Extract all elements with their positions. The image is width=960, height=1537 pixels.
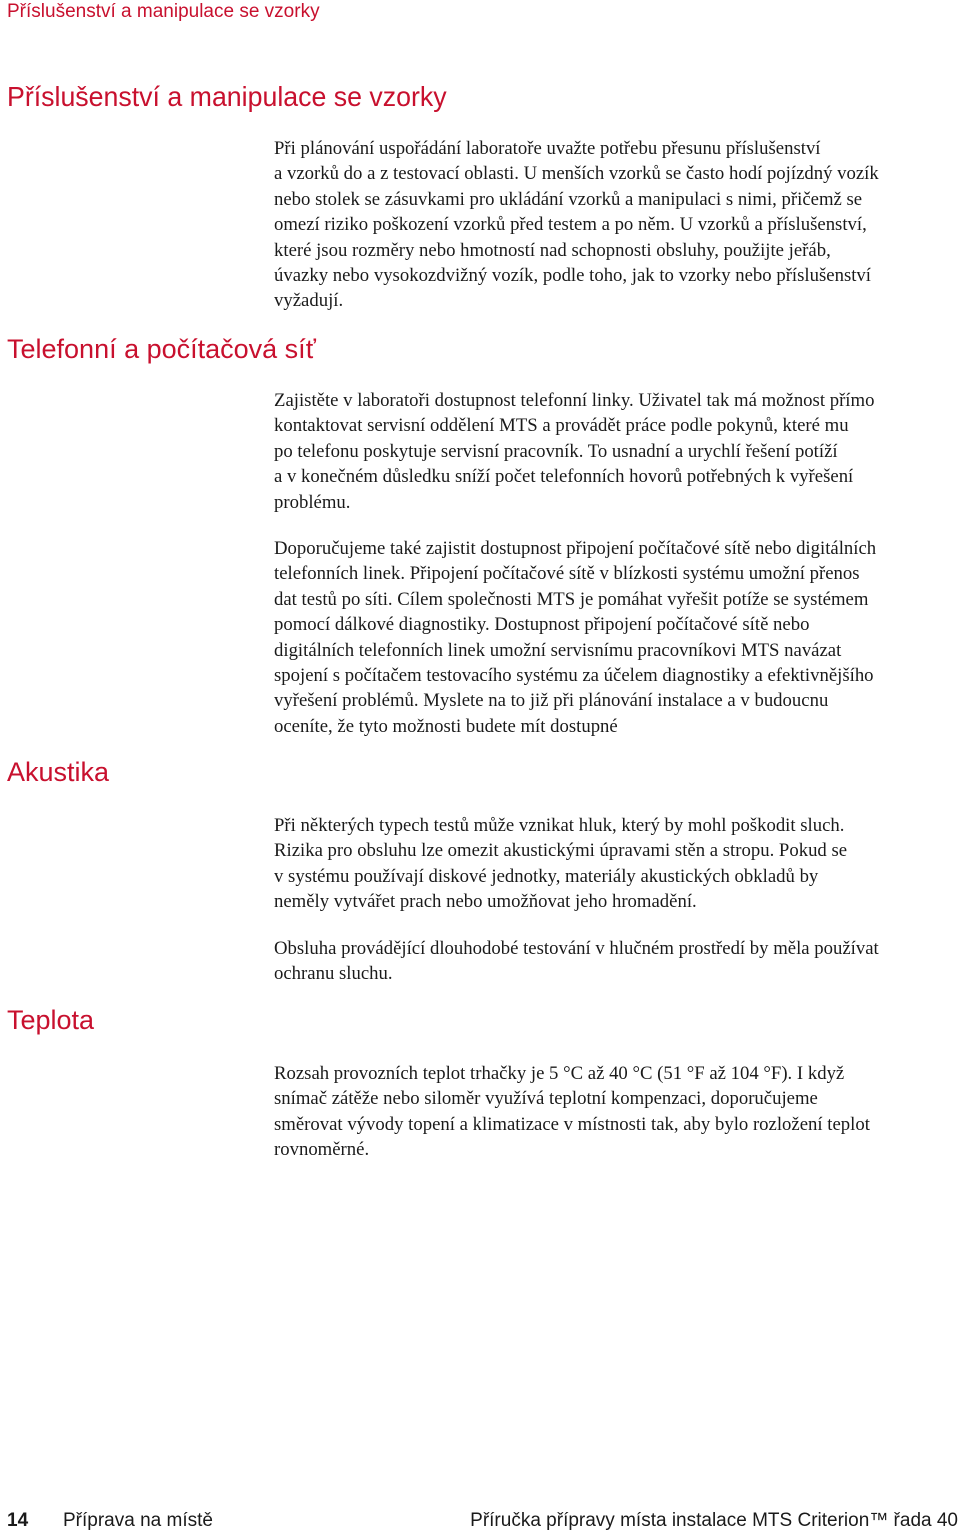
text-line: neměly vytvářet prach nebo umožňovat jeho hromadění. — [274, 891, 697, 913]
section-title-akustika: Akustika — [7, 757, 110, 787]
paragraph-telefonni-linka — [274, 388, 960, 515]
footer-document-title: Příručka přípravy místa instalace MTS Criterion™ řada 40 — [470, 1510, 958, 1531]
text-line: vyžadují. — [274, 290, 344, 312]
paragraph-pocitacova-sit — [274, 536, 960, 739]
text-line: dat testů po síti. Cílem společnosti MTS je pomáhat vyřešit potíže se systémem — [274, 588, 869, 610]
text-line: omezí riziko poškození vzorků před testem a po něm. U vzorků a příslušenství, — [274, 214, 867, 236]
text-line: Zajistěte v laboratoři dostupnost telefonní linky. Uživatel tak má možnost přímo — [274, 390, 875, 411]
paragraph-prislusenstvi — [274, 136, 960, 314]
text-line: nebo stolek se zásuvkami pro ukládání vzorků a manipulaci s nimi, přičemž se — [274, 188, 863, 210]
text-line: které jsou rozměry nebo hmotností nad schopnosti obsluhy, použijte jeřáb, — [274, 239, 831, 261]
text-line: a v konečném důsledku sníží počet telefonních hovorů potřebných k vyřešení — [274, 466, 854, 488]
paragraph-teplota — [274, 1061, 960, 1163]
text-line: snímač zátěže nebo siloměr využívá teplotní kompenzaci, doporučujeme — [274, 1088, 818, 1110]
text-line: v systému používají diskové jednotky, materiály akustických obkladů by — [274, 865, 819, 887]
text-line: po telefonu poskytuje servisní pracovník. To usnadní a urychlí řešení potíží — [274, 440, 838, 462]
section-title-telefonni-sit: Telefonní a počítačová síť — [7, 334, 316, 364]
text-line: telefonních linek. Připojení počítačové sítě v blízkosti systému umožní přenos — [274, 563, 860, 585]
text-line: vyřešení problémů. Myslete na to již při plánování instalace a v budoucnu — [274, 690, 829, 712]
text-line: směrovat vývody topení a klimatizace v místnosti tak, aby bylo rozložení teplot — [274, 1113, 870, 1135]
page-number: 14 — [7, 1510, 29, 1531]
text-line: pomocí dálkové diagnostiky. Dostupnost připojení počítačové sítě nebo — [274, 614, 810, 636]
text-line: úvazky nebo vysokozdvižný vozík, podle toho, jak to vzorky nebo příslušenství — [274, 265, 872, 287]
text-line: ochranu sluchu. — [274, 963, 393, 985]
paragraph-akustika-hluk — [274, 813, 960, 915]
page-footer — [0, 1510, 960, 1537]
section-title-prislusenstvi: Příslušenství a manipulace se vzorky — [7, 81, 447, 112]
section-title-teplota: Teplota — [7, 1005, 95, 1035]
text-line: Doporučujeme také zajistit dostupnost připojení počítačové sítě nebo digitálních — [274, 538, 877, 559]
text-line: kontaktovat servisní oddělení MTS a provádět práce podle pokynů, které mu — [274, 415, 849, 437]
footer-section-title: Příprava na místě — [63, 1510, 213, 1531]
text-line: a vzorků do a z testovací oblasti. U menších vzorků se často hodí pojízdný vozík — [274, 163, 879, 185]
text-line: oceníte, že tyto možnosti budete mít dostupné — [274, 715, 618, 737]
paragraph-akustika-ochrana — [274, 936, 960, 987]
text-line: digitálních telefonních linek umožní servisnímu pracovníkovi MTS navázat — [274, 639, 842, 661]
text-line: Rozsah provozních teplot trhačky je 5 °C až 40 °C (51 °F až 104 °F). I když — [274, 1063, 845, 1084]
text-line: spojení s počítačem testovacího systému za účelem diagnostiky a efektivnějšího — [274, 665, 874, 687]
text-line: Při některých typech testů může vznikat hluk, který by mohl poškodit sluch. — [274, 815, 845, 836]
text-line: Při plánování uspořádání laboratoře uvažte potřebu přesunu příslušenství — [274, 138, 821, 159]
text-line: problému. — [274, 491, 351, 513]
text-line: rovnoměrné. — [274, 1139, 370, 1161]
text-line: Rizika pro obsluhu lze omezit akustickými úpravami stěn a stropu. Pokud se — [274, 840, 848, 862]
running-header: Příslušenství a manipulace se vzorky — [7, 1, 320, 22]
text-line: Obsluha provádějící dlouhodobé testování v hlučném prostředí by měla používat — [274, 938, 879, 959]
